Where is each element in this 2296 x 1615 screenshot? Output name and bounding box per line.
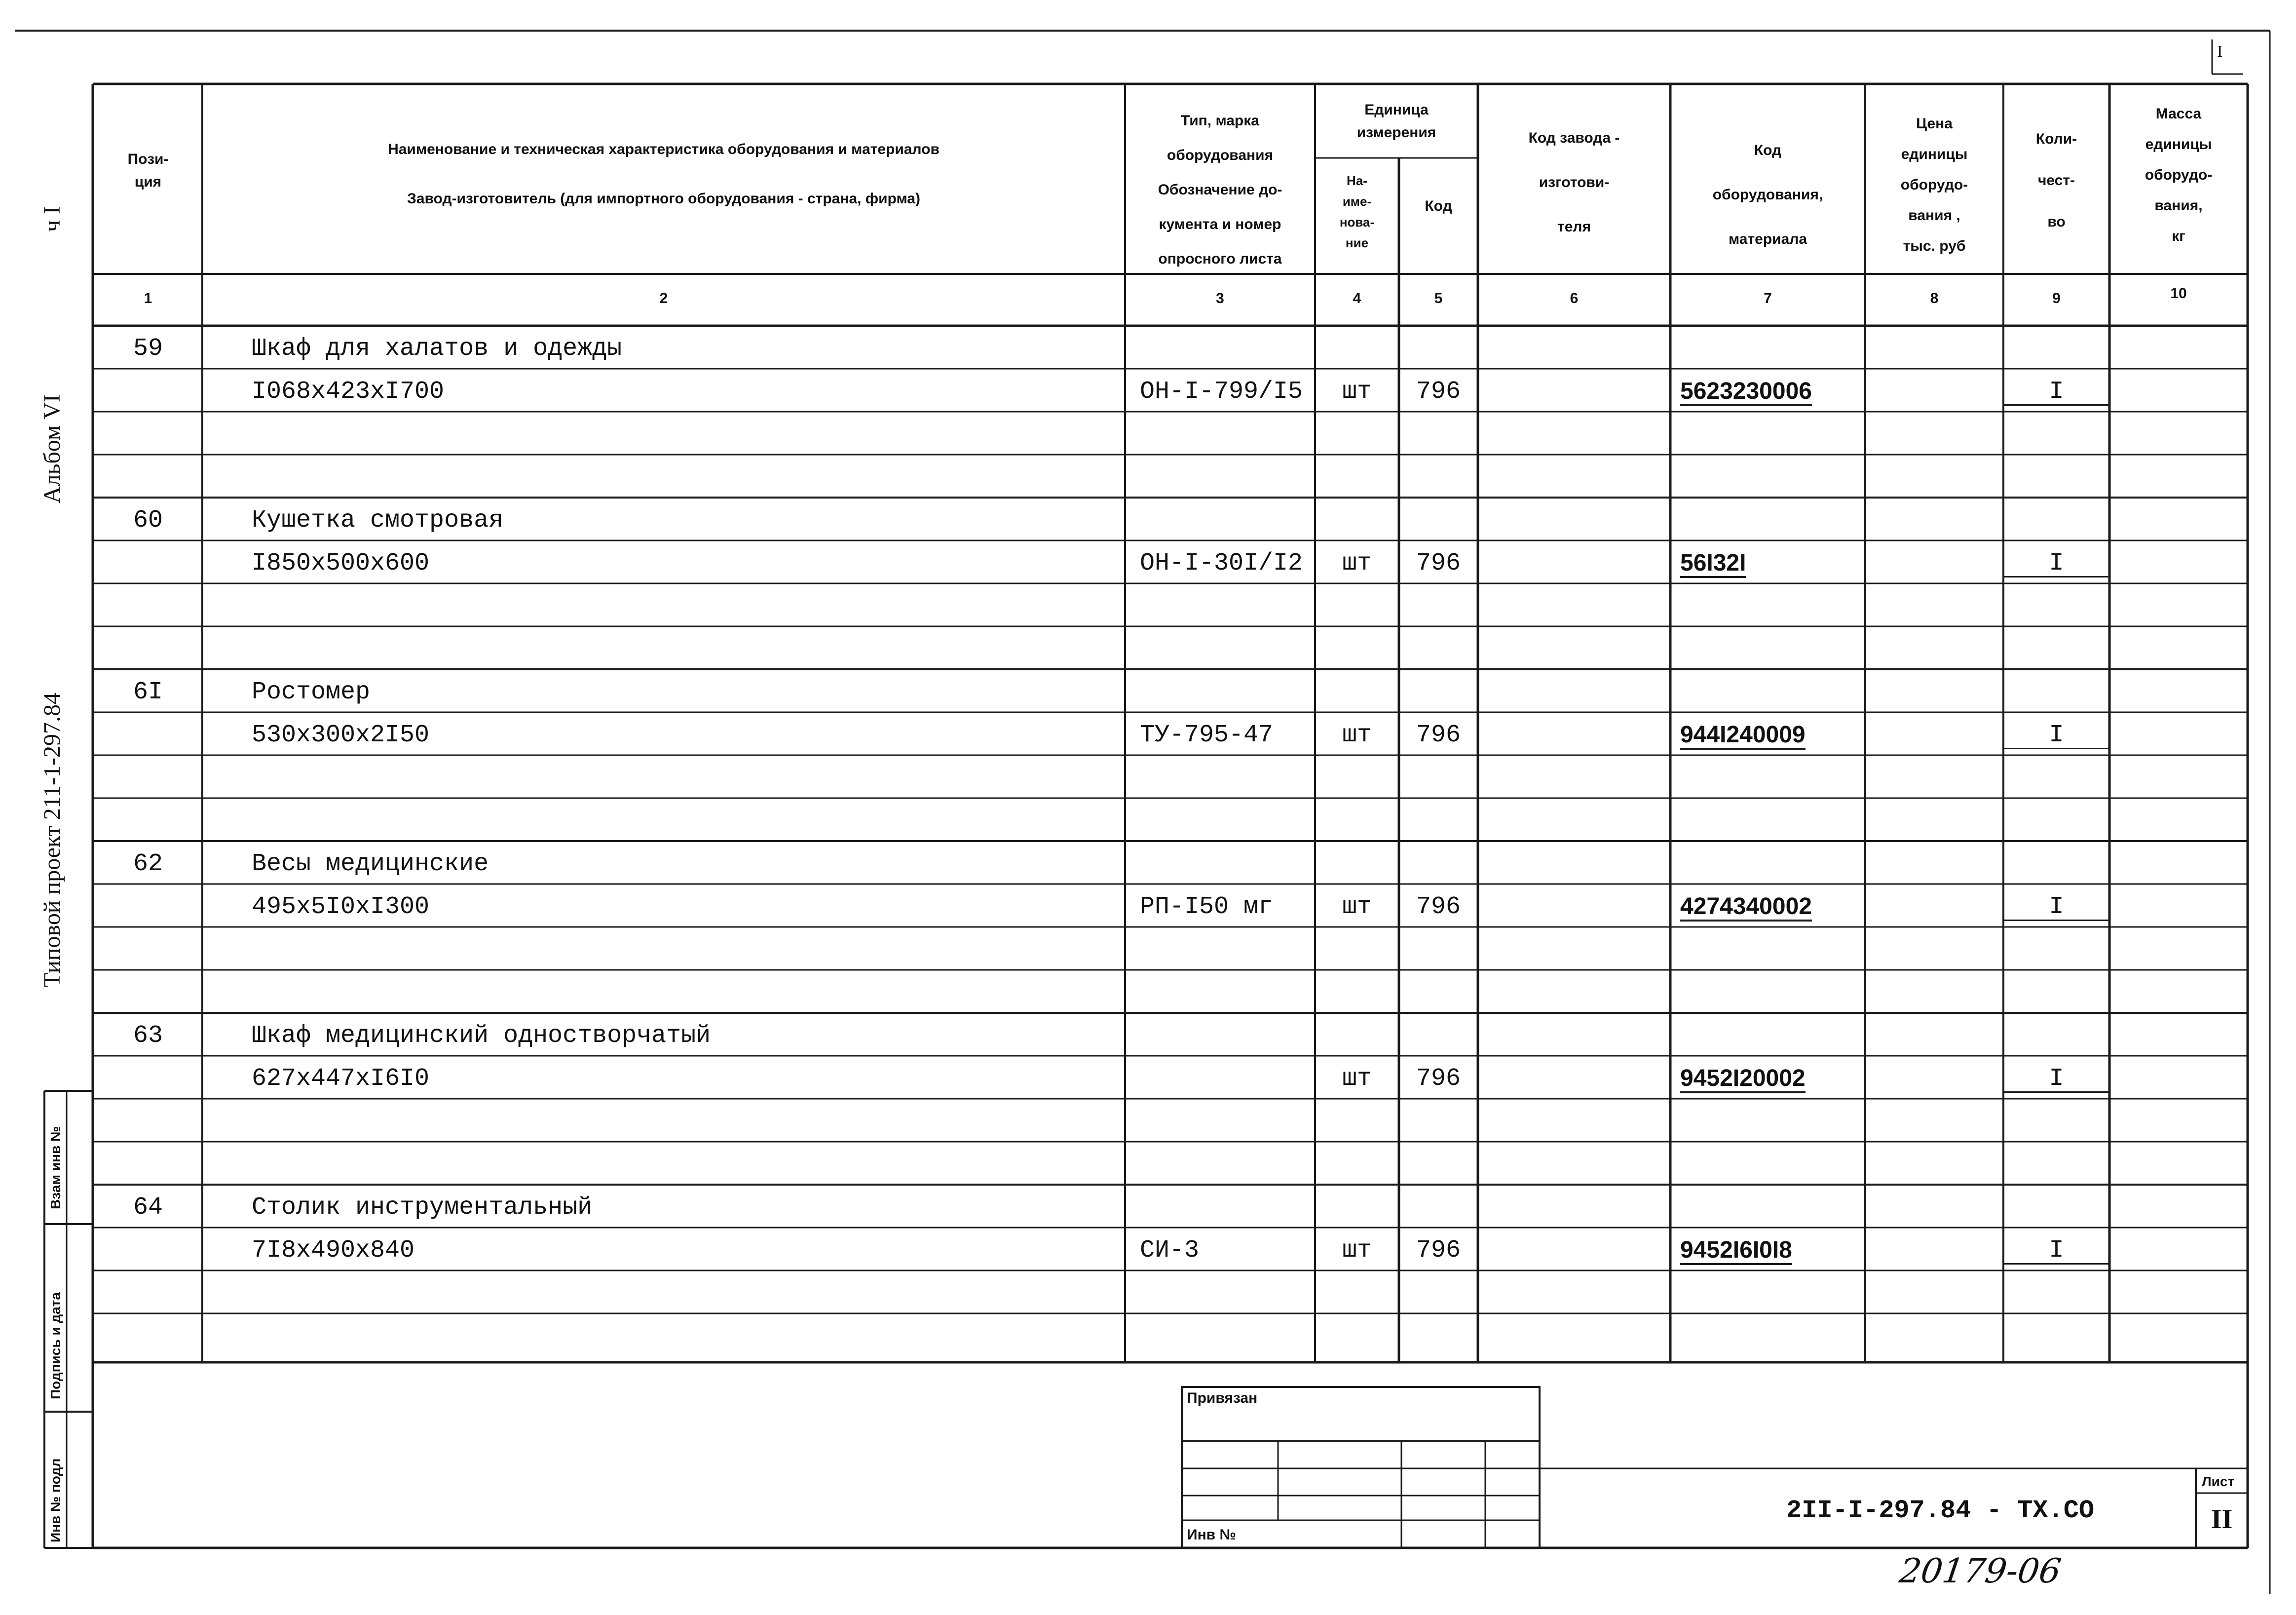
header-position: Пози- ция: [127, 151, 169, 190]
item-dimensions: 530x300x2I50: [252, 721, 430, 749]
item-quantity: I: [2003, 1067, 2109, 1093]
item-dimensions: 495x5I0xI300: [252, 893, 430, 921]
column-number: 6: [1570, 290, 1579, 307]
item-quantity: I: [2003, 551, 2109, 577]
sheet-number: II: [2211, 1504, 2233, 1535]
side-title-album: Альбом VI: [39, 394, 65, 503]
header-unit-group: Единица измерения: [1356, 102, 1436, 141]
item-name: Шкаф медицинский одностворчатый: [252, 1022, 711, 1050]
column-number: 8: [1930, 290, 1939, 307]
item-unit: шт: [1342, 1065, 1372, 1093]
item-unit: шт: [1342, 378, 1372, 406]
header-unit-code: Код: [1425, 198, 1452, 214]
item-quantity: I: [2003, 723, 2109, 749]
item-quantity: I: [2003, 380, 2109, 406]
stamp-inv-original: Инв № подл: [48, 1458, 63, 1542]
side-title-part: ч I: [39, 206, 65, 232]
side-title-project: Типовой проект 211-1-297.84: [39, 692, 65, 987]
item-unit-code: 796: [1416, 721, 1461, 749]
item-name: Весы медицинские: [252, 850, 489, 878]
column-number: 7: [1764, 290, 1772, 307]
header-type: Тип, марка оборудования Обозначение до- кумента и номер опросного листа: [1158, 113, 1282, 267]
item-unit-code: 796: [1416, 1236, 1461, 1265]
column-number: 4: [1353, 290, 1361, 307]
header-factory-code: Код завода - изготови- теля: [1528, 130, 1620, 235]
item-equipment-code: 4274340002: [1680, 895, 1812, 922]
header-name-line1: Наименование и техническая характеристика оборудования и материалов: [388, 141, 940, 157]
item-dimensions: 627x447xI6I0: [252, 1065, 430, 1093]
item-quantity: I: [2003, 895, 2109, 921]
item-unit-code: 796: [1416, 378, 1461, 406]
item-doc-ref: ОН-I-799/I5: [1140, 378, 1303, 406]
item-unit: шт: [1342, 893, 1372, 921]
column-number: 5: [1434, 290, 1443, 307]
item-name: Столик инструментальный: [252, 1193, 593, 1222]
item-position: 63: [133, 1022, 163, 1050]
item-name: Кушетка смотровая: [252, 506, 504, 535]
header-name-line2: Завод-изготовитель (для импортного оборудования - страна, фирма): [407, 191, 920, 207]
stamp-inv-no-label: Инв №: [1187, 1527, 1236, 1543]
sheet-label: Лист: [2202, 1474, 2235, 1489]
document-code: 2II-I-297.84 - ТХ.СО: [1786, 1496, 2095, 1525]
item-equipment-code: 9452I20002: [1680, 1067, 1806, 1093]
archive-number: 20179-06: [1897, 1552, 2064, 1591]
item-dimensions: I850x500x600: [252, 549, 430, 577]
item-name: Шкаф для халатов и одежды: [252, 335, 622, 363]
column-number: 2: [659, 290, 668, 307]
item-position: 59: [133, 335, 163, 363]
item-position: 6I: [133, 678, 163, 706]
stamp-sign-date: Подпись и дата: [48, 1292, 63, 1399]
item-unit: шт: [1342, 721, 1372, 749]
item-equipment-code: 944I240009: [1680, 723, 1806, 750]
item-equipment-code: 9452I6I0I8: [1680, 1238, 1792, 1265]
item-equipment-code: 5623230006: [1680, 380, 1812, 406]
item-doc-ref: ТУ-795-47: [1140, 721, 1274, 749]
item-unit-code: 796: [1416, 1065, 1461, 1093]
header-qty: Коли- чест- во: [2035, 131, 2077, 230]
header-mass: Масса единицы оборудо- вания, кг: [2145, 106, 2213, 244]
item-equipment-code: 56I32I: [1680, 551, 1746, 578]
stamp-inv-replace: Взам инв №: [48, 1126, 63, 1209]
item-dimensions: I068x423xI700: [252, 378, 445, 406]
item-quantity: I: [2003, 1238, 2109, 1265]
item-unit-code: 796: [1416, 893, 1461, 921]
item-doc-ref: ОН-I-30I/I2: [1140, 549, 1303, 577]
item-unit: шт: [1342, 549, 1372, 577]
item-unit: шт: [1342, 1236, 1372, 1265]
item-position: 62: [133, 850, 163, 878]
column-number: 9: [2052, 290, 2061, 307]
header-unit-name: На- име- нова- ние: [1339, 173, 1375, 250]
column-number: 10: [2170, 285, 2187, 302]
item-unit-code: 796: [1416, 549, 1461, 577]
column-number: 1: [144, 290, 152, 307]
header-equip-code: Код оборудования, материала: [1712, 142, 1823, 247]
header-price: Цена единицы оборудо- вания , тыс. руб: [1900, 115, 1968, 254]
stamp-linked-label: Привязан: [1187, 1390, 1258, 1406]
item-position: 60: [133, 506, 163, 535]
corner-mark: I: [2217, 42, 2223, 61]
item-position: 64: [133, 1193, 163, 1222]
item-dimensions: 7I8x490x840: [252, 1236, 415, 1265]
item-doc-ref: СИ-3: [1140, 1236, 1200, 1265]
item-doc-ref: РП-I50 мг: [1140, 893, 1274, 921]
item-name: Ростомер: [252, 678, 371, 706]
column-number: 3: [1216, 290, 1224, 307]
